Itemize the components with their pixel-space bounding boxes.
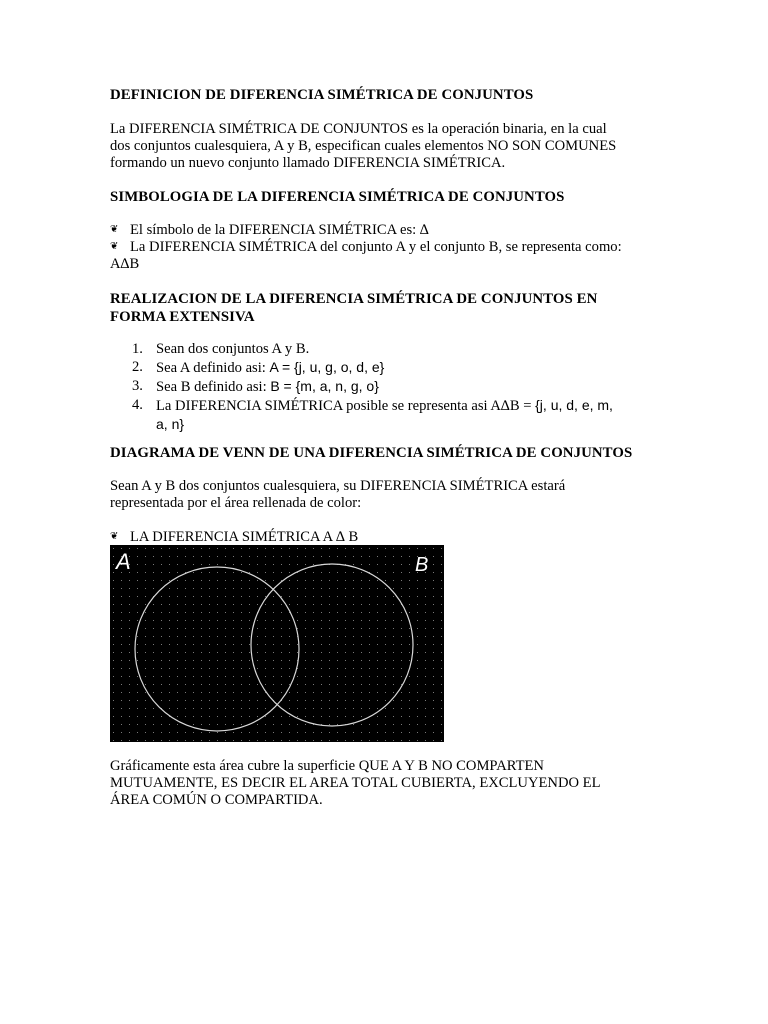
- list-item: [110, 377, 670, 396]
- flower-bullet-icon: ❦: [110, 531, 119, 542]
- symmetric-difference-result: {j, u, d, e, m,: [535, 397, 613, 413]
- set-b-label: B: [415, 554, 429, 576]
- definition-line-1: La DIFERENCIA SIMÉTRICA DE CONJUNTOS es la operación binaria, en la cual: [110, 121, 607, 137]
- closing-line-3: ÁREA COMÚN O COMPARTIDA.: [110, 792, 323, 808]
- venn-line-2: representada por el área rellenada de color:: [110, 495, 362, 511]
- flower-bullet-icon: ❦: [110, 241, 119, 252]
- venn-diagram-svg: [110, 545, 444, 742]
- list-item: [110, 396, 670, 434]
- closing-paragraph: [110, 758, 670, 809]
- definition-paragraph: [110, 121, 670, 172]
- list-item-continuation: [110, 256, 670, 273]
- section-extensive: [110, 290, 670, 326]
- list-item: [110, 340, 670, 358]
- list-item-text: Sea A definido asi:: [156, 360, 270, 376]
- heading-extensive-line-1: REALIZACION DE LA DIFERENCIA SIMÉTRICA DE CONJUNTOS EN: [110, 291, 598, 307]
- symbology-list: [110, 222, 670, 273]
- list-item: [110, 358, 670, 377]
- section-definition: [110, 86, 670, 104]
- list-number: 3.: [132, 378, 143, 394]
- list-item: [110, 239, 670, 256]
- list-item-text: Sea B definido asi:: [156, 379, 271, 395]
- definition-line-3: formando un nuevo conjunto llamado DIFERENCIA SIMÉTRICA.: [110, 155, 506, 171]
- list-number: 1.: [132, 341, 143, 357]
- set-b-definition: B = {m, a, n, g, o}: [270, 378, 379, 394]
- venn-paragraph: [110, 478, 670, 512]
- heading-venn: DIAGRAMA DE VENN DE UNA DIFERENCIA SIMÉTRICA DE CONJUNTOS: [110, 445, 633, 461]
- venn-bullet: [110, 529, 670, 546]
- set-a-label: A: [116, 549, 131, 574]
- list-item-text: Sean dos conjuntos A y B.: [156, 341, 310, 357]
- section-venn: [110, 444, 670, 462]
- list-item: [110, 529, 670, 546]
- venn-diagram: [110, 545, 444, 742]
- symbology-bullet-2: La DIFERENCIA SIMÉTRICA del conjunto A y el conjunto B, se representa como:: [130, 239, 622, 255]
- list-number: 4.: [132, 397, 143, 413]
- definition-line-2: dos conjuntos cualesquiera, A y B, especifican cuales elementos NO SON COMUNES: [110, 138, 617, 154]
- symbology-bullet-1: El símbolo de la DIFERENCIA SIMÉTRICA es: ∆: [130, 222, 429, 238]
- venn-bullet-text: LA DIFERENCIA SIMÉTRICA A ∆ B: [130, 529, 359, 545]
- closing-line-1: Gráficamente esta área cubre la superficie QUE A Y B NO COMPARTEN: [110, 758, 544, 774]
- section-symbology: [110, 188, 670, 206]
- list-item: [110, 222, 670, 239]
- dot-grid: [110, 545, 444, 742]
- venn-line-1: Sean A y B dos conjuntos cualesquiera, su DIFERENCIA SIMÉTRICA estará: [110, 478, 566, 494]
- heading-symbology: SIMBOLOGIA DE LA DIFERENCIA SIMÉTRICA DE CONJUNTOS: [110, 189, 565, 205]
- list-item-text: La DIFERENCIA SIMÉTRICA posible se representa asi A∆B =: [156, 398, 536, 414]
- closing-line-2: MUTUAMENTE, ES DECIR EL AREA TOTAL CUBIERTA, EXCLUYENDO EL: [110, 775, 601, 791]
- flower-bullet-icon: ❦: [110, 224, 119, 235]
- heading-extensive-line-2: FORMA EXTENSIVA: [110, 309, 255, 325]
- heading-definition: DEFINICION DE DIFERENCIA SIMÉTRICA DE CONJUNTOS: [110, 87, 534, 103]
- symbology-bullet-2-cont: A∆B: [110, 256, 140, 272]
- list-number: 2.: [132, 359, 143, 375]
- set-a-definition: A = {j, u, g, o, d, e}: [269, 359, 385, 375]
- symmetric-difference-result-cont: a, n}: [156, 416, 185, 432]
- extensive-numbered-list: [110, 340, 670, 434]
